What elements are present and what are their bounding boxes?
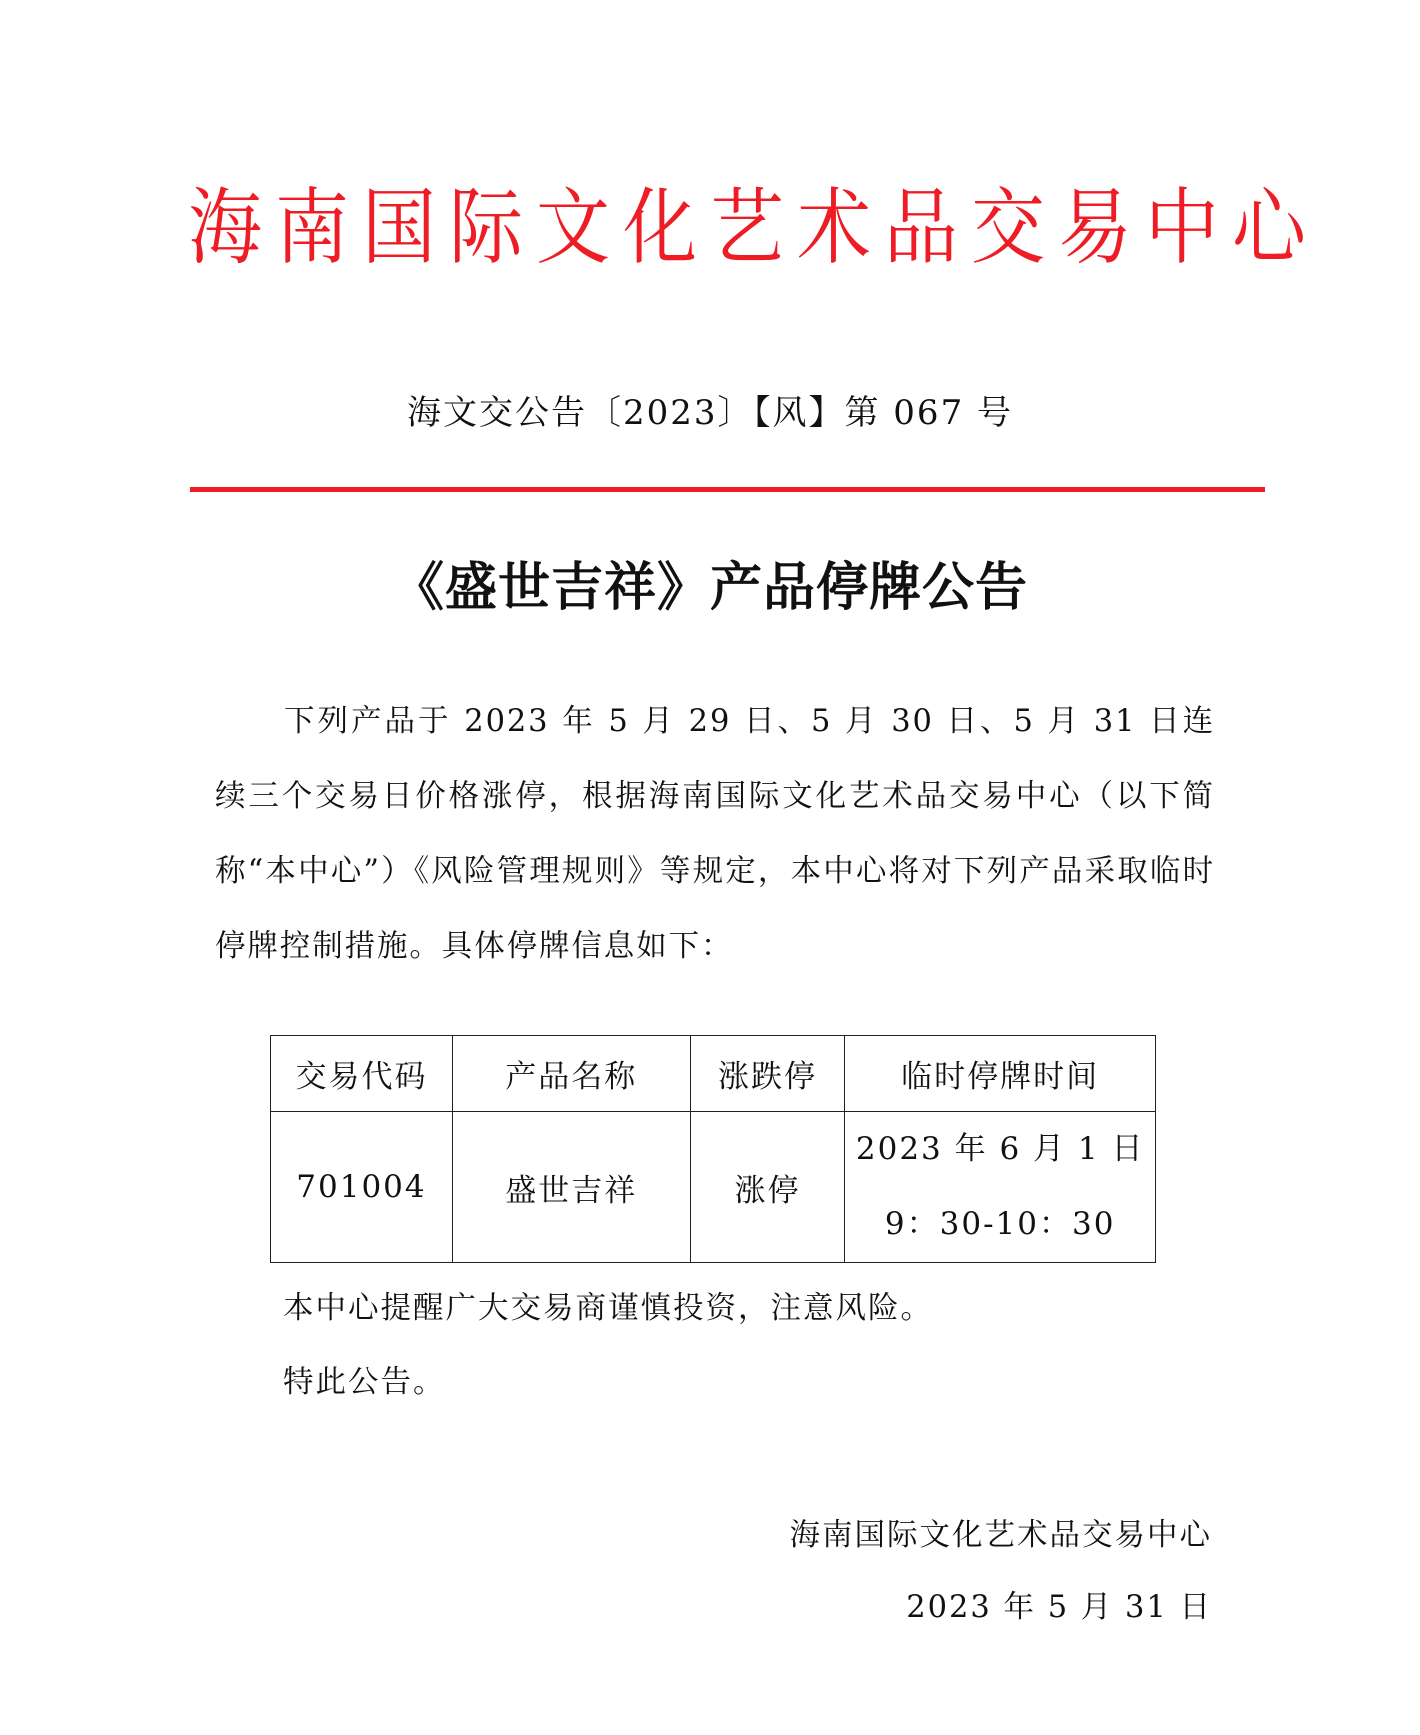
signature-date: 2023 年 5 月 31 日 [906,1590,1212,1625]
header-trade-code: 交易代码 [271,1036,453,1112]
suspension-date: 2023 年 6 月 1 日 [855,1131,1145,1167]
header-limit-status: 涨跌停 [690,1036,845,1112]
document-number: 海文交公告〔2023〕【风】第 067 号 [406,393,1014,433]
announcement-title: 《盛世吉祥》产品停牌公告 [391,557,1028,618]
red-divider-line [190,487,1265,492]
suspension-table [270,1035,1156,1263]
org-name-header: 海南国际文化艺术品交易中心 [188,179,1319,277]
table-row [271,1112,1156,1263]
cell-trade-code: 701004 [271,1112,453,1263]
cell-product-name: 盛世吉祥 [452,1112,690,1263]
body-paragraph: 下列产品于 2023 年 5 月 29 日、5 月 30 日、5 月 31 日连续三个交易日价格涨停，根据海南国际文化艺术品交易中心（以下简称“本中心”）《风险管理规则》等规定，本中心将对下列产品采取临时停牌控制措施。具体停牌信息如下： [215,704,1215,964]
header-product-name: 产品名称 [452,1036,690,1112]
signature-org: 海南国际文化艺术品交易中心 [789,1518,1212,1553]
risk-reminder: 本中心提醒广大交易商谨慎投资，注意风险。 [283,1291,933,1326]
cell-suspension-time [845,1112,1156,1263]
suspension-time-range: 9：30-10：30 [884,1206,1116,1242]
table-header-row [271,1036,1156,1112]
closing-line: 特此公告。 [283,1365,446,1400]
header-suspension-time: 临时停牌时间 [845,1036,1156,1112]
cell-limit-status: 涨停 [690,1112,845,1263]
